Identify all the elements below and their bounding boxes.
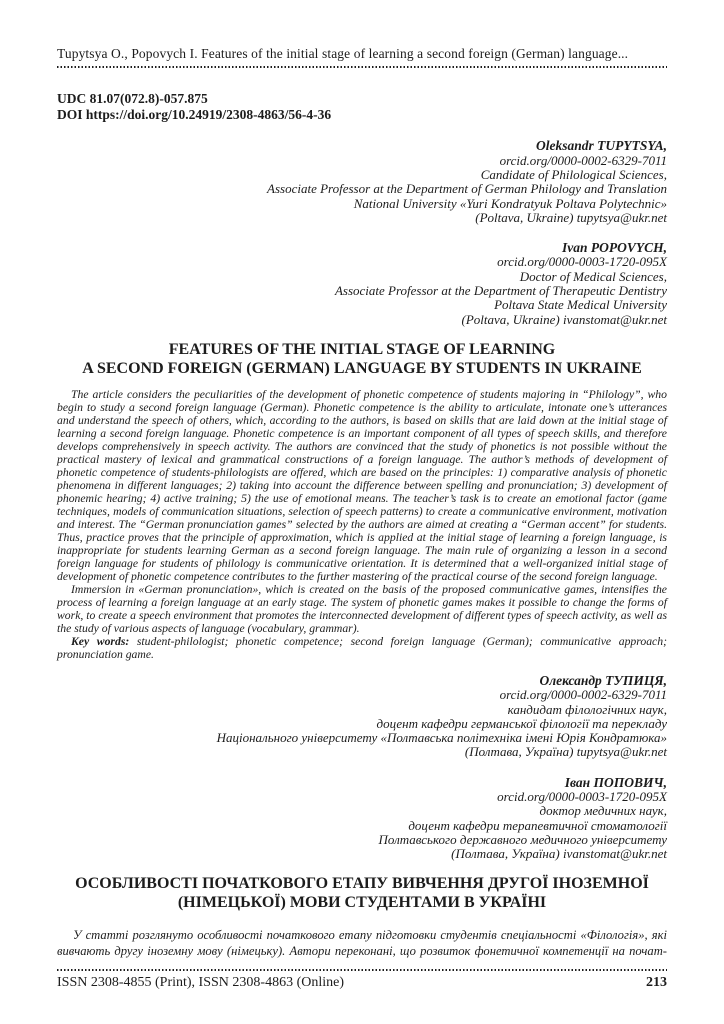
- author-name: Oleksandr TUPYTSYA,: [536, 138, 667, 154]
- author-name: Олександр ТУПИЦЯ,: [539, 672, 667, 688]
- author-block-uk-tupytsya: [57, 674, 667, 760]
- author-orcid: orcid.org/0000-0003-1720-095X: [497, 789, 667, 805]
- author-degree: кандидат філологічних наук,: [507, 701, 667, 717]
- author-degree: доктор медичних наук,: [539, 803, 667, 819]
- abstract-en: [57, 388, 667, 661]
- author-position: доцент кафедри терапевтичної стоматології: [408, 817, 667, 833]
- running-head: Tupytsya O., Popovych I. Features of the initial stage of learning a second foreign (German) language...: [57, 46, 629, 61]
- article-title-uk-line2: (НІМЕЦЬКОЇ) МОВИ СТУДЕНТАМИ В УКРАЇНІ: [177, 894, 547, 912]
- author-block-en-popovych: [57, 241, 667, 327]
- author-position: Associate Professor at the Department of Therapeutic Dentistry: [334, 283, 667, 299]
- author-name: Іван ПОПОВИЧ,: [564, 774, 667, 790]
- author-affiliation: Poltava State Medical University: [494, 297, 667, 313]
- author-degree: Candidate of Philological Sciences,: [480, 166, 667, 182]
- author-affiliation: Національного університету «Полтавська політехніка імені Юрія Кондратюка»: [216, 730, 667, 746]
- header-dotted-rule: [57, 66, 667, 68]
- abstract-en-keywords: [57, 635, 667, 661]
- author-orcid: orcid.org/0000-0003-1720-095X: [497, 254, 667, 270]
- abstract-uk-paragraph-1: У статті розглянуто особливості початкового етапу підготовки студентів спеціальності «Філологія», які вивчають другу іноземну мову (німецьку). Автори переконані, що розвиток фонетичної компетенції на почат-: [57, 927, 667, 958]
- article-title-en-line1: FEATURES OF THE INITIAL STAGE OF LEARNING: [168, 340, 556, 358]
- abstract-en-paragraph-2: Immersion in «German pronunciation», which is created on the basis of the proposed communicative games, intensifies the process of learning a foreign language at an early stage. The system of phonetic games makes it possible to change the forms of work, to create a speech environment that promotes the interconnected development of different types of speech activity, as well as the study of various aspects of language (vocabulary, grammar).: [57, 582, 667, 635]
- author-orcid: orcid.org/0000-0002-6329-7011: [499, 152, 667, 168]
- article-title-uk: [57, 874, 667, 913]
- author-location-email: (Полтава, Україна) ivanstomat@ukr.net: [451, 846, 667, 862]
- author-location-email: (Полтава, Україна) tupytsya@ukr.net: [464, 744, 667, 760]
- footer-dotted-rule: [57, 969, 667, 971]
- author-location-email: (Poltava, Ukraine) tupytsya@ukr.net: [475, 209, 667, 225]
- keywords-text: student-philologist; phonetic competence; second foreign language (German); communicative approach; pronunciation game.: [57, 634, 667, 661]
- page-number: 213: [646, 974, 667, 990]
- article-title-en-line2: A SECOND FOREIGN (GERMAN) LANGUAGE BY STUDENTS IN UKRAINE: [82, 360, 642, 378]
- doi-link: DOI https://doi.org/10.24919/2308-4863/56-4-36: [57, 106, 332, 122]
- author-location-email: (Poltava, Ukraine) ivanstomat@ukr.net: [461, 311, 667, 327]
- issn-text: ISSN 2308-4855 (Print), ISSN 2308-4863 (Online): [57, 974, 344, 990]
- abstract-uk: [57, 927, 667, 959]
- udc-doi-block: [57, 91, 667, 122]
- abstract-en-paragraph-1: The article considers the peculiarities of the development of phonetic competence of students majoring in “Philology”, who begin to study a second foreign language (German). Phonetic competence is the ability to articulate, intonate one’s utterances and understand the speech of others, which, according to the authors, is based on skills that are laid down at the initial stage of learning a second foreign language. Phonetic competence is an important component of all types of speech skills, and therefore develops comprehensively in speech activity. The authors are convinced that the study of phonetics is not possible without the practical mastery of lexical and grammatical constructions of a foreign language. The author’s methods of development of phonetic competence of students-philologists are offered, which are based on the principles: 1) comparative analysis of phonetic phenomena in different languages; 2) taking into account the difference between spelling and pronunciation; 3) development of phonemic hearing; 4) active training; 5) the use of emotional means. The teacher’s task is to create an emotional factor (game techniques, models of communication situations, selection of speech patterns) to create a communicative environment, motivation and interest. The “German pronunciation games” selected by the authors are aimed at creating a “German accent” for students. Thus, practice proves that the principle of approximation, which is applied at the initial stage of learning a foreign language, is inappropriate for students learning German as a second foreign language. The main rule of organizing a lesson in a second foreign language for students of philology is communicative orientation. It is determined that a well-organized initial stage of development of phonetic competence contributes to the further mastering of the practical course of the second foreign language.: [57, 387, 667, 583]
- author-orcid: orcid.org/0000-0002-6329-7011: [499, 687, 667, 703]
- udc-code: UDC 81.07(072.8)-057.875: [57, 91, 208, 107]
- author-position: доцент кафедри германської філології та перекладу: [376, 715, 667, 731]
- page-footer: [57, 974, 667, 991]
- author-affiliation: Полтавського державного медичного університету: [378, 831, 667, 847]
- author-name: Ivan POPOVYCH,: [561, 240, 667, 256]
- keywords-label: Key words:: [71, 634, 130, 648]
- article-title-en: [57, 340, 667, 379]
- author-affiliation: National University «Yuri Kondratyuk Poltava Polytechnic»: [353, 195, 667, 211]
- author-block-uk-popovych: [57, 776, 667, 862]
- author-position: Associate Professor at the Department of German Philology and Translation: [267, 181, 667, 197]
- author-degree: Doctor of Medical Sciences,: [519, 268, 667, 284]
- article-title-uk-line1: ОСОБЛИВОСТІ ПОЧАТКОВОГО ЕТАПУ ВИВЧЕННЯ ДРУГОЇ ІНОЗЕМНОЇ: [75, 874, 649, 892]
- author-block-en-tupytsya: [57, 139, 667, 225]
